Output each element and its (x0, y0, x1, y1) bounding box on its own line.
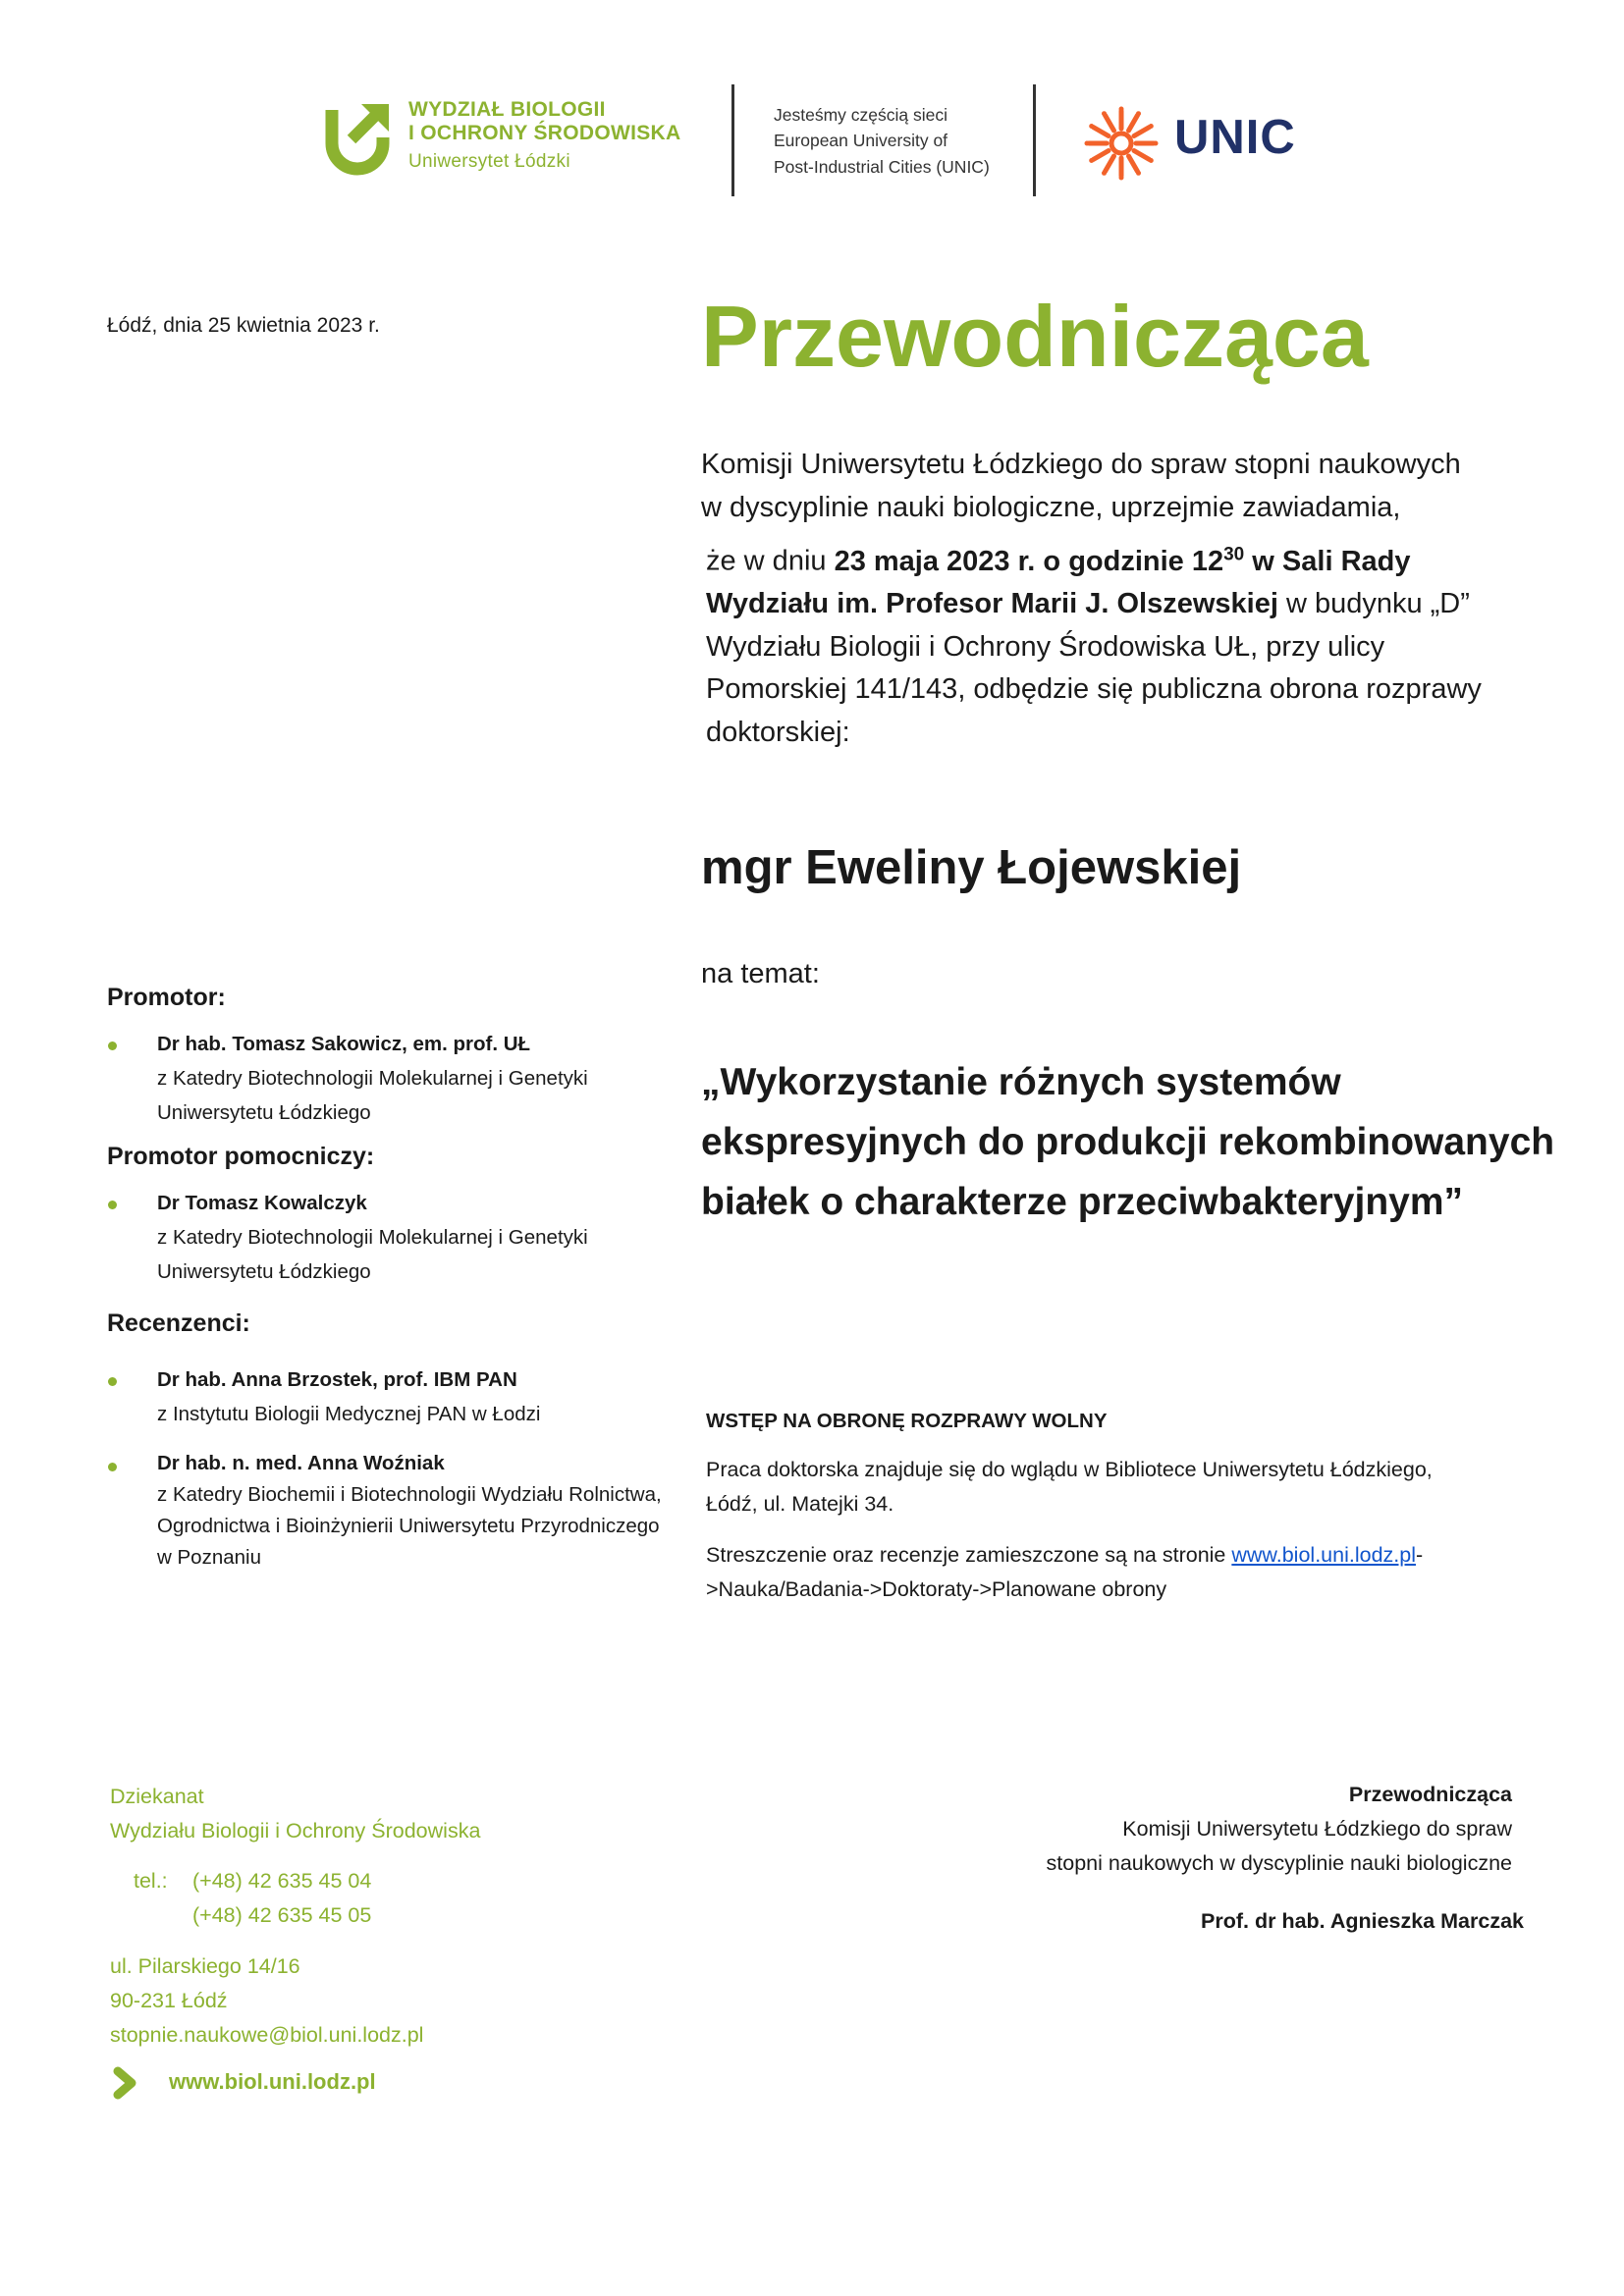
arrow-right-icon (110, 2065, 145, 2101)
faculty-website-link[interactable]: www.biol.uni.lodz.pl (1231, 1543, 1416, 1567)
promotor-pom-affiliation-2: Uniwersytetu Łódzkiego (157, 1260, 371, 1283)
intro-line-7: doktorskiej: (706, 716, 850, 748)
summary-suffix: - (1415, 1543, 1424, 1567)
signature-title: Przewodnicząca (1348, 1783, 1512, 1806)
unic-claim-line2: European University of (774, 131, 948, 151)
intro-line-3 (706, 533, 1482, 583)
reviewer-2-affiliation-2: Ogrodnictwa i Bioinżynierii Uniwersytetu Przyrodniczego (157, 1515, 660, 1537)
thesis-title (701, 1052, 1554, 1232)
promotor-pom-affiliation-1: z Katedry Biotechnologii Molekularnej i Genetyki (157, 1226, 588, 1249)
phone-number-1: (+48) 42 635 45 04 (192, 1869, 372, 1893)
office-faculty: Wydziału Biologii i Ochrony Środowiska (110, 1819, 481, 1842)
defense-datetime (835, 546, 1411, 577)
office-name: Dziekanat (110, 1785, 204, 1808)
promotor-pom-entry (157, 1186, 588, 1289)
signature-line-2: stopni naukowych w dyscyplinie nauki biologiczne (1046, 1851, 1512, 1875)
phone-block (134, 1864, 371, 1933)
promotor-affiliation-2: Uniwersytetu Łódzkiego (157, 1101, 371, 1124)
promotor-entry (157, 1027, 588, 1130)
bullet-icon (108, 1377, 117, 1386)
promotor-heading: Promotor: (107, 984, 226, 1011)
faculty-website-footer[interactable]: www.biol.uni.lodz.pl (169, 2069, 376, 2094)
promotor-name: Dr hab. Tomasz Sakowicz, em. prof. UŁ (157, 1033, 531, 1055)
header-divider-2 (1033, 84, 1036, 196)
intro-line-1: Komisji Uniwersytetu Łódzkiego do spraw stopni naukowych (701, 449, 1461, 480)
library-info-line-1: Praca doktorska znajduje się do wglądu w Bibliotece Uniwersytetu Łódzkiego, (706, 1458, 1433, 1481)
signer-name: Prof. dr hab. Agnieszka Marczak (1201, 1909, 1524, 1933)
reviewer-1-name: Dr hab. Anna Brzostek, prof. IBM PAN (157, 1368, 517, 1391)
bullet-icon (108, 1041, 117, 1050)
candidate-name: mgr Eweliny Łojewskiej (701, 841, 1242, 894)
signature-block (1047, 1778, 1524, 1939)
unic-claim-line1: Jesteśmy częścią sieci (774, 105, 947, 125)
promotor-pom-name: Dr Tomasz Kowalczyk (157, 1192, 367, 1214)
reviewers-heading: Recenzenci: (107, 1309, 250, 1337)
reviewer-2-affiliation-1: z Katedry Biochemii i Biotechnologii Wydziału Rolnictwa, (157, 1483, 662, 1506)
topic-label: na temat: (701, 958, 820, 989)
office-block (110, 1780, 480, 1848)
signature-line-1: Komisji Uniwersytetu Łódzkiego do spraw (1122, 1817, 1512, 1841)
defense-minutes: 30 (1223, 544, 1245, 564)
unic-claim (774, 102, 990, 180)
document-date: Łódź, dnia 25 kwietnia 2023 r. (107, 314, 380, 337)
unic-logo-text: UNIC (1174, 111, 1296, 164)
faculty-logo-text (408, 98, 680, 173)
faculty-name-line1: WYDZIAŁ BIOLOGII (408, 98, 606, 121)
intro-line-2: w dyscyplinie nauki biologiczne, uprzejmie zawiadamia, (701, 491, 1401, 523)
address-city: 90-231 Łódź (110, 1989, 228, 2012)
reviewer-1-affiliation: z Instytutu Biologii Medycznej PAN w Łodzi (157, 1403, 541, 1425)
announcement-details (706, 533, 1482, 754)
document-title: Przewodnicząca (701, 288, 1369, 385)
intro-line-5: Wydziału Biologii i Ochrony Środowiska UŁ, przy ulicy (706, 630, 1385, 663)
library-info-line-2: Łódź, ul. Matejki 34. (706, 1492, 894, 1516)
reviewer-2-affiliation-3: w Poznaniu (157, 1546, 261, 1569)
reviewer-1-entry (157, 1362, 540, 1431)
faculty-name-line2: I OCHRONY ŚRODOWISKA (408, 122, 681, 145)
unic-claim-line3: Post-Industrial Cities (UNIC) (774, 156, 990, 177)
defense-room: Wydziału im. Profesor Marii J. Olszewskiej (706, 588, 1278, 620)
thesis-title-line-3: białek o charakterze przeciwbakteryjnym” (701, 1181, 1464, 1223)
phone-line-1 (134, 1864, 371, 1898)
phone-number-2: (+48) 42 635 45 05 (192, 1903, 372, 1927)
free-entry-notice: WSTĘP NA OBRONĘ ROZPRAWY WOLNY (706, 1410, 1108, 1432)
reviewer-2-entry (157, 1448, 662, 1574)
defense-room-prefix: w Sali Rady (1244, 545, 1411, 577)
summary-path: >Nauka/Badania->Doktoraty->Planowane obrony (706, 1577, 1167, 1601)
intro-date-prefix: że w dniu (706, 545, 835, 577)
summary-info (706, 1538, 1423, 1607)
bullet-icon (108, 1201, 117, 1209)
defense-building: w budynku „D” (1277, 588, 1470, 620)
university-name: Uniwersytet Łódzki (408, 151, 570, 173)
announcement-text (701, 444, 1461, 529)
defense-date: 23 maja 2023 r. o godzinie 12 (834, 545, 1224, 577)
faculty-logo-icon (322, 98, 397, 177)
thesis-title-line-2: ekspresyjnych do produkcji rekombinowanych (701, 1121, 1555, 1163)
summary-info-line-1 (706, 1538, 1423, 1573)
phone-label: tel.: (134, 1869, 168, 1893)
unic-star-icon (1084, 106, 1159, 181)
bullet-icon (108, 1463, 117, 1471)
promotor-pom-heading: Promotor pomocniczy: (107, 1143, 375, 1170)
library-info (706, 1453, 1433, 1522)
promotor-affiliation-1: z Katedry Biotechnologii Molekularnej i Genetyki (157, 1067, 588, 1090)
office-email[interactable]: stopnie.naukowe@biol.uni.lodz.pl (110, 2023, 424, 2047)
header-divider (731, 84, 734, 196)
intro-line-4 (706, 583, 1482, 626)
reviewer-2-name: Dr hab. n. med. Anna Woźniak (157, 1452, 445, 1474)
thesis-title-line-1: „Wykorzystanie różnych systemów (701, 1061, 1341, 1103)
address-street: ul. Pilarskiego 14/16 (110, 1954, 300, 1978)
summary-prefix: Streszczenie oraz recenzje zamieszczone są na stronie (706, 1543, 1232, 1567)
intro-line-6: Pomorskiej 141/143, odbędzie się publiczna obrona rozprawy (706, 673, 1482, 706)
address-block (110, 1949, 423, 2053)
